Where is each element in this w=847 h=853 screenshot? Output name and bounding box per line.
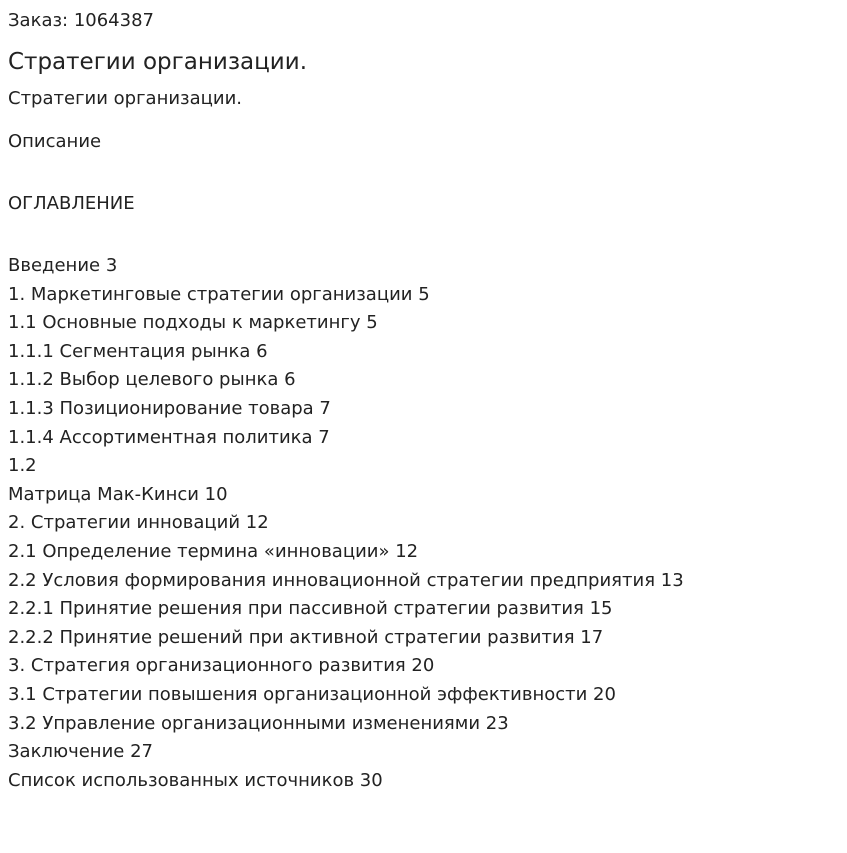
table-of-contents: [8, 252, 684, 795]
toc-item: 1.1.3 Позиционирование товара 7: [8, 397, 331, 419]
toc-heading: ОГЛАВЛЕНИЕ: [8, 193, 135, 214]
toc-item: 2. Стратегии инноваций 12: [8, 512, 269, 534]
toc-item: Матрица Мак-Кинси 10: [8, 483, 228, 505]
toc-item: Введение 3: [8, 255, 118, 276]
toc-item: Список использованных источников 30: [8, 769, 383, 791]
order-number: Заказ: 1064387: [8, 10, 154, 31]
toc-item: 1.1.4 Ассортиментная политика 7: [8, 426, 330, 448]
toc-item: 3.2 Управление организационными изменениями 23: [8, 712, 509, 734]
toc-item: 2.1 Определение термина «инновации» 12: [8, 540, 419, 562]
toc-item: 3. Стратегия организационного развития 20: [8, 655, 435, 677]
toc-item: 2.2.2 Принятие решений при активной стратегии развития 17: [8, 626, 604, 648]
toc-item: 1. Маркетинговые стратегии организации 5: [8, 283, 430, 305]
toc-item: 3.1 Стратегии повышения организационной эффективности 20: [8, 683, 616, 705]
toc-item: 1.2: [8, 455, 37, 477]
toc-item: Заключение 27: [8, 741, 153, 763]
page-subtitle: Стратегии организации.: [8, 88, 243, 109]
toc-item: 1.1.1 Сегментация рынка 6: [8, 340, 268, 362]
toc-item: 2.2 Условия формирования инновационной стратегии предприятия 13: [8, 569, 684, 591]
description-label: Описание: [8, 131, 102, 152]
toc-item: 1.1.2 Выбор целевого рынка 6: [8, 369, 296, 391]
toc-item: 1.1 Основные подходы к маркетингу 5: [8, 312, 378, 334]
toc-item: 2.2.1 Принятие решения при пассивной стратегии развития 15: [8, 598, 613, 620]
page-title: Стратегии организации.: [8, 49, 308, 75]
